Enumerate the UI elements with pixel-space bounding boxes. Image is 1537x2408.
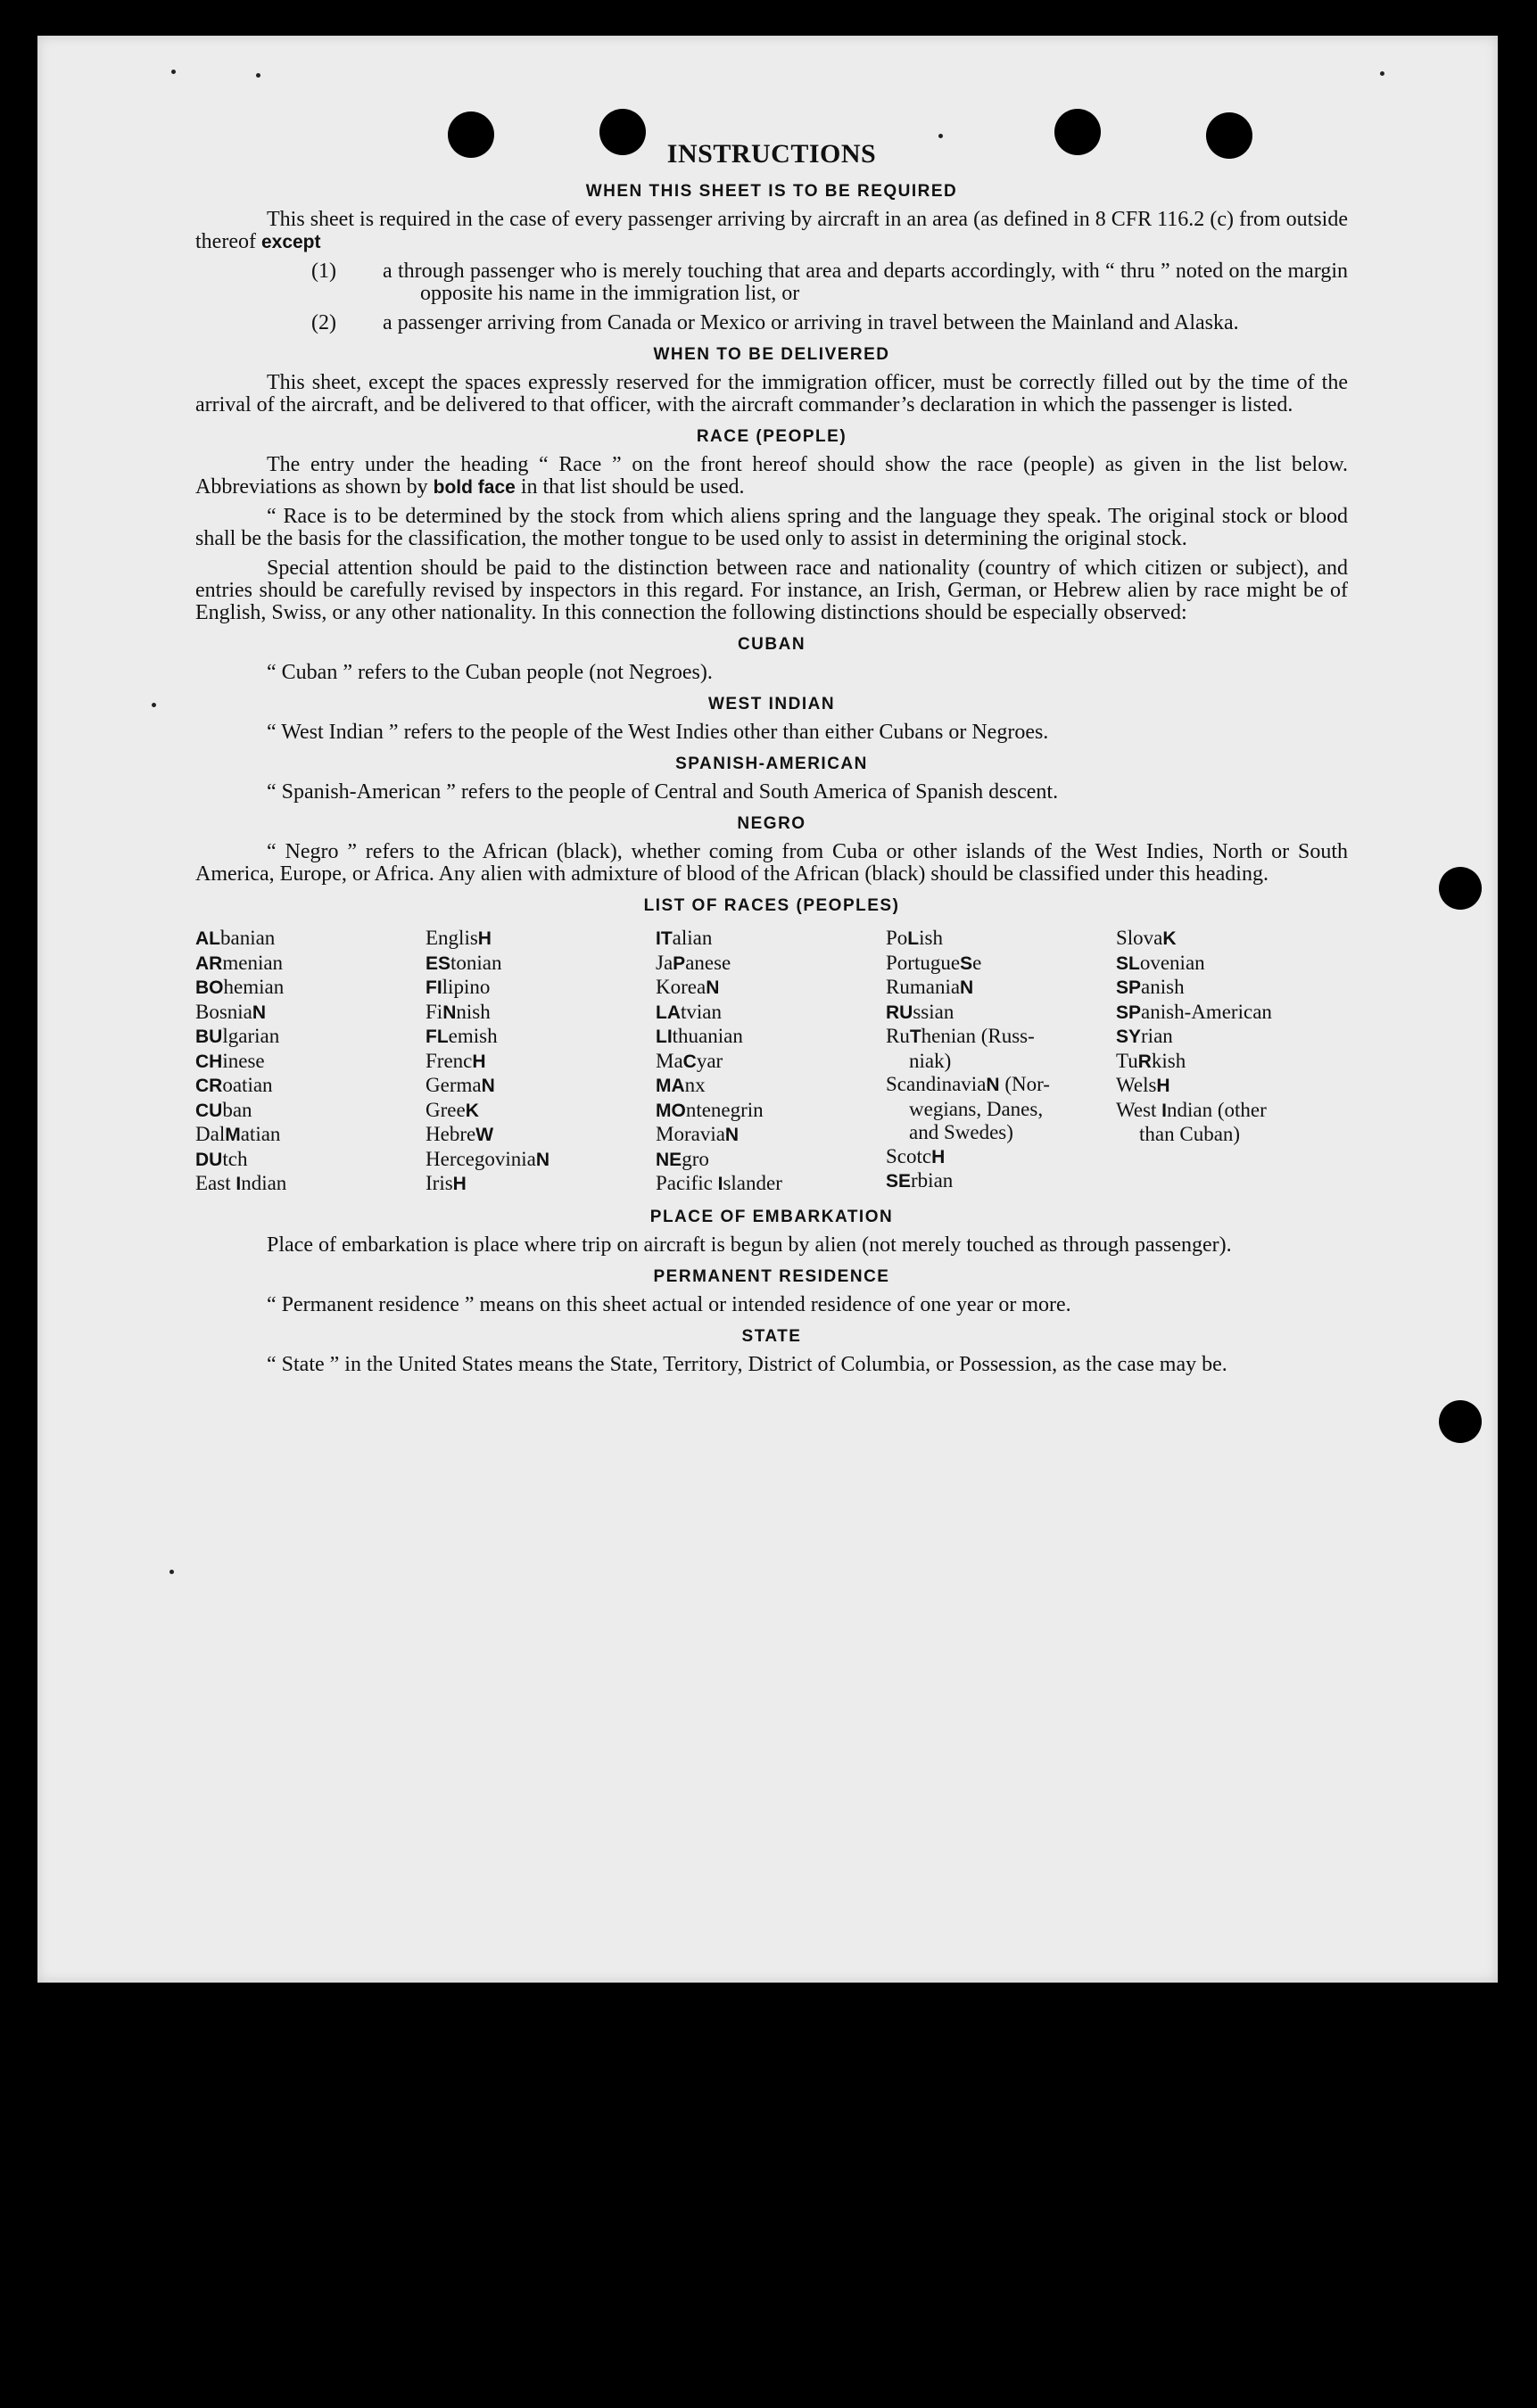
section-heading-embarkation: PLACE OF EMBARKATION (649, 1207, 894, 1226)
race-entry: HebreW (426, 1123, 494, 1145)
punch-hole (1439, 1400, 1482, 1443)
race-entry: than Cuban) (1139, 1123, 1241, 1145)
section-heading-list-of-races: LIST OF RACES (PEOPLES) (643, 896, 900, 915)
race-entry: WelsH (1116, 1074, 1170, 1096)
race-entry: RuThenian (Russ- (886, 1025, 1035, 1047)
paragraph: “ Spanish-American ” refers to the people of Central and South America of Spanish descent. (267, 780, 1059, 804)
race-entry: ScotcH (886, 1144, 946, 1167)
speck (938, 134, 943, 138)
section-heading-when-required: WHEN THIS SHEET IS TO BE REQUIRED (585, 182, 958, 201)
speck (171, 70, 176, 74)
race-entry: KoreaN (656, 976, 720, 998)
race-entry: PoLish (886, 927, 943, 949)
race-entry: PortugueSe (886, 951, 982, 974)
paragraph: “ Permanent residence ” means on this sheet actual or intended residence of one year or more. (267, 1292, 1071, 1316)
race-entry: MAnx (656, 1074, 706, 1096)
race-entry: wegians, Danes, (909, 1097, 1044, 1120)
races-list (195, 927, 1348, 1197)
section-heading-west-indian: WEST INDIAN (707, 695, 836, 713)
instructions-content (195, 139, 1348, 1383)
races-column (1116, 927, 1346, 1197)
race-entry: IrisH (426, 1172, 467, 1194)
race-entry: HercegoviniaN (426, 1147, 550, 1170)
race-entry: MoraviaN (656, 1123, 740, 1145)
paragraph: The entry under the heading “ Race ” on the front hereof should show the race (people) as given in the list below. Abbreviations as shown by bold face in that list should be used. (195, 453, 1348, 499)
paragraph: This sheet is required in the case of every passenger arriving by aircraft in an area (as defined in 8 CFR 116.2 (c) from outside thereof except (195, 208, 1348, 253)
page-title: INSTRUCTIONS (666, 139, 877, 169)
section-heading-cuban: CUBAN (737, 635, 806, 654)
race-entry: niak) (909, 1049, 952, 1072)
race-entry: SlovaK (1116, 927, 1177, 949)
race-entry: SErbian (886, 1169, 954, 1192)
race-entry: CUban (195, 1098, 252, 1121)
race-entry: TuRkish (1116, 1049, 1186, 1072)
race-entry: MOntenegrin (656, 1098, 764, 1121)
race-entry: BUlgarian (195, 1025, 280, 1047)
race-entry: GermaN (426, 1074, 495, 1096)
punch-hole (1439, 867, 1482, 910)
race-entry: DalMatian (195, 1123, 281, 1145)
race-entry: Pacific Islander (656, 1172, 782, 1194)
race-entry: West Indian (other (1116, 1098, 1267, 1121)
race-entry: East Indian (195, 1172, 287, 1194)
races-column (886, 927, 1116, 1197)
race-entry: NEgro (656, 1147, 709, 1170)
section-heading-race: RACE (PEOPLE) (696, 427, 847, 446)
race-entry: BOhemian (195, 976, 285, 998)
paragraph: Special attention should be paid to the distinction between race and nationality (country of which citizen or subject), and entries should be carefully revised by inspectors in this regard. For instance, an Irish, German, or Hebrew alien by race might be of English, Swiss, or any other nationality. In this connection the following distinctions should be especially observed: (195, 557, 1348, 624)
race-entry: JaPanese (656, 951, 731, 974)
races-column (195, 927, 426, 1197)
section-heading-negro: NEGRO (737, 814, 806, 833)
race-entry: FiNnish (426, 1000, 491, 1023)
paragraph: This sheet, except the spaces expressly reserved for the immigration officer, must be correctly filled out by the time of the arrival of the aircraft, and be delivered to that officer, with the aircraft commander’s declaration in which the passenger is listed. (195, 371, 1348, 416)
exception-item: (2) a passenger arriving from Canada or Mexico or arriving in travel between the Mainland and Alaska. (311, 311, 1239, 334)
race-entry: LAtvian (656, 1000, 722, 1023)
section-heading-state: STATE (741, 1326, 802, 1346)
race-entry: MaCyar (656, 1049, 723, 1072)
race-entry: DUtch (195, 1147, 248, 1170)
paragraph: “ Negro ” refers to the African (black), whether coming from Cuba or other islands of the West Indies, North or South America, Europe, or Africa. Any alien with admixture of blood of the African (black) should be classified under this heading. (195, 840, 1348, 886)
exception-item: (1) a through passenger who is merely touching that area and departs accordingly, with “ thru ” noted on the margin opposite his name in the immigration list, or (311, 260, 1348, 305)
speck (1380, 71, 1384, 76)
race-entry: EStonian (426, 951, 502, 974)
race-entry: SLovenian (1116, 951, 1205, 974)
paragraph: “ State ” in the United States means the State, Territory, District of Columbia, or Possession, as the case may be. (267, 1352, 1227, 1376)
paragraph: “ West Indian ” refers to the people of the West Indies other than either Cubans or Negroes. (267, 721, 1049, 744)
race-entry: SPanish-American (1116, 1000, 1272, 1023)
race-entry: RUssian (886, 1000, 954, 1023)
race-entry: and Swedes) (909, 1121, 1013, 1143)
race-entry: CRoatian (195, 1074, 273, 1096)
races-column (656, 927, 886, 1197)
race-entry: SPanish (1116, 976, 1185, 998)
race-entry: ARmenian (195, 951, 284, 974)
section-heading-residence: PERMANENT RESIDENCE (653, 1266, 890, 1286)
race-entry: BosniaN (195, 1000, 267, 1023)
section-heading-when-delivered: WHEN TO BE DELIVERED (653, 345, 890, 364)
race-entry: ALbanian (195, 927, 276, 949)
race-entry: CHinese (195, 1049, 265, 1072)
race-entry: FIlipino (426, 976, 491, 998)
race-entry: FrencH (426, 1049, 486, 1072)
speck (256, 73, 260, 78)
race-entry: LIthuanian (656, 1025, 743, 1047)
section-heading-spanish-american: SPANISH-AMERICAN (675, 755, 868, 773)
race-entry: ScandinaviaN (Nor- (886, 1073, 1050, 1095)
race-entry: SYrian (1116, 1025, 1173, 1047)
races-column (426, 927, 656, 1197)
speck (169, 1570, 174, 1574)
race-entry: GreeK (426, 1098, 479, 1121)
race-entry: RumaniaN (886, 976, 974, 998)
race-entry: EnglisH (426, 927, 492, 949)
race-entry: ITalian (656, 927, 713, 949)
race-entry: FLemish (426, 1025, 498, 1047)
paragraph: “ Race is to be determined by the stock from which aliens spring and the language they speak. The original stock or blood shall be the basis for the classification, the mother tongue to be used only to assist in determining the original stock. (195, 505, 1348, 550)
paragraph: Place of embarkation is place where trip on aircraft is begun by alien (not merely touched as through passenger). (267, 1233, 1232, 1257)
speck (152, 703, 156, 707)
paragraph: “ Cuban ” refers to the Cuban people (not Negroes). (267, 661, 713, 684)
